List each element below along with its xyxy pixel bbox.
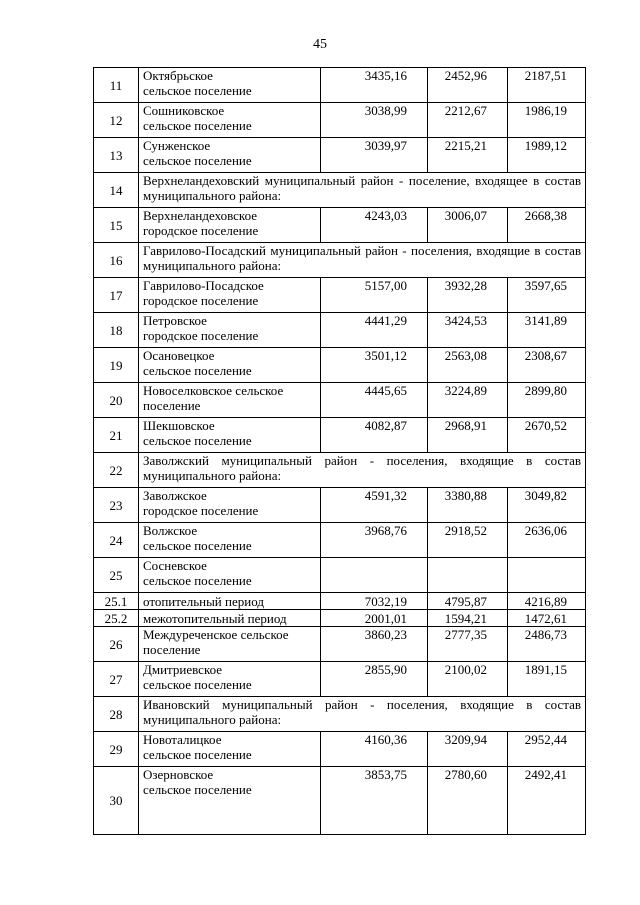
row-number: 30 [94, 767, 139, 835]
district-heading: Гаврилово-Посадский муниципальный район - поселения, входящие в состав муниципального района: [139, 243, 586, 278]
settlement-name-line: Новоселковское сельское [143, 383, 284, 398]
tariff-value-3: 1986,19 [508, 103, 586, 138]
row-number: 26 [94, 627, 139, 662]
tariff-value-3: 1989,12 [508, 138, 586, 173]
tariff-value-3: 1891,15 [508, 662, 586, 697]
district-heading: Ивановский муниципальный район - поселения, входящие в состав муниципального района: [139, 697, 586, 732]
tariff-value-1: 4441,29 [321, 313, 428, 348]
settlement-name-line: Верхнеландеховское [143, 208, 258, 223]
table-row [94, 697, 586, 732]
settlement-name-line: Петровское [143, 313, 207, 328]
row-number: 25.1 [94, 593, 139, 610]
tariff-value-2: 3006,07 [428, 208, 508, 243]
settlement-name [139, 593, 321, 610]
tariff-value-2: 3932,28 [428, 278, 508, 313]
tariff-value-2: 3424,53 [428, 313, 508, 348]
tariff-value-2: 2100,02 [428, 662, 508, 697]
settlement-name-line: отопительный период [143, 593, 264, 609]
row-number: 25 [94, 558, 139, 593]
tariff-value-2: 3209,94 [428, 732, 508, 767]
settlement-name [139, 732, 321, 767]
tariff-value-3: 2187,51 [508, 68, 586, 103]
tariff-value-3: 2486,73 [508, 627, 586, 662]
tariff-value-1: 4082,87 [321, 418, 428, 453]
table-row [94, 103, 586, 138]
row-number: 25.2 [94, 610, 139, 627]
tariff-value-1: 2855,90 [321, 662, 428, 697]
settlement-name-line: сельское поселение [143, 573, 252, 588]
table-row [94, 383, 586, 418]
settlement-name [139, 767, 321, 835]
tariff-value-1: 3860,23 [321, 627, 428, 662]
settlement-name-line: городское поселение [143, 503, 259, 518]
tariff-value-2: 2918,52 [428, 523, 508, 558]
settlement-name-line: Новоталицкое [143, 732, 222, 747]
tariff-value-3: 2670,52 [508, 418, 586, 453]
row-number: 17 [94, 278, 139, 313]
settlement-name [139, 627, 321, 662]
tariff-value-2: 2452,96 [428, 68, 508, 103]
table-row [94, 732, 586, 767]
table-row [94, 488, 586, 523]
settlement-name-line: Сунженское [143, 138, 211, 153]
row-number: 21 [94, 418, 139, 453]
tariff-value-3: 2668,38 [508, 208, 586, 243]
district-heading: Заволжский муниципальный район - поселения, входящие в состав муниципального района: [139, 453, 586, 488]
table-row [94, 138, 586, 173]
settlement-name [139, 138, 321, 173]
table-row [94, 662, 586, 697]
tariff-value-3: 2492,41 [508, 767, 586, 835]
settlement-name [139, 418, 321, 453]
tariff-value-3 [508, 558, 586, 593]
settlement-name-line: Озерновское [143, 767, 214, 782]
tariff-value-1: 3039,97 [321, 138, 428, 173]
table-row [94, 173, 586, 208]
settlement-name-line: сельское поселение [143, 677, 252, 692]
table-row [94, 418, 586, 453]
tariff-value-2 [428, 558, 508, 593]
settlement-name-line: сельское поселение [143, 538, 252, 553]
tariff-value-1: 3968,76 [321, 523, 428, 558]
tariff-value-1: 3038,99 [321, 103, 428, 138]
tariff-table [93, 67, 586, 835]
district-heading: Верхнеландеховский муниципальный район - поселение, входящее в состав муниципального района: [139, 173, 586, 208]
tariff-value-1: 4445,65 [321, 383, 428, 418]
settlement-name-line: Октябрьское [143, 68, 213, 83]
row-number: 16 [94, 243, 139, 278]
settlement-name-line: сельское поселение [143, 747, 252, 762]
settlement-name [139, 383, 321, 418]
settlement-name-line: сельское поселение [143, 782, 252, 797]
tariff-value-2: 2968,91 [428, 418, 508, 453]
table-row [94, 208, 586, 243]
table-row [94, 523, 586, 558]
table-row [94, 558, 586, 593]
settlement-name-line: поселение [143, 642, 201, 657]
row-number: 14 [94, 173, 139, 208]
table-row [94, 313, 586, 348]
settlement-name-line: межотопительный период [143, 610, 287, 626]
settlement-name [139, 103, 321, 138]
tariff-value-2: 2212,67 [428, 103, 508, 138]
table-row [94, 610, 586, 627]
settlement-name-line: Волжское [143, 523, 198, 538]
settlement-name-line: сельское поселение [143, 433, 252, 448]
table-row [94, 68, 586, 103]
settlement-name-line: городское поселение [143, 328, 259, 343]
table-row [94, 593, 586, 610]
row-number: 23 [94, 488, 139, 523]
settlement-name-line: сельское поселение [143, 363, 252, 378]
settlement-name [139, 208, 321, 243]
table-row [94, 453, 586, 488]
settlement-name-line: городское поселение [143, 223, 259, 238]
tariff-value-2: 3380,88 [428, 488, 508, 523]
settlement-name-line: сельское поселение [143, 118, 252, 133]
settlement-name-line: Заволжское [143, 488, 207, 503]
settlement-name [139, 313, 321, 348]
settlement-name [139, 278, 321, 313]
page-number: 45 [313, 37, 327, 52]
tariff-value-3: 3597,65 [508, 278, 586, 313]
settlement-name [139, 348, 321, 383]
tariff-value-2: 2563,08 [428, 348, 508, 383]
settlement-name [139, 523, 321, 558]
tariff-value-2: 2780,60 [428, 767, 508, 835]
row-number: 20 [94, 383, 139, 418]
settlement-name-line: Сосневское [143, 558, 207, 573]
tariff-value-3: 1472,61 [508, 610, 586, 627]
tariff-value-3: 2899,80 [508, 383, 586, 418]
settlement-name-line: Дмитриевское [143, 662, 223, 677]
settlement-name [139, 68, 321, 103]
settlement-name-line: сельское поселение [143, 83, 252, 98]
settlement-name-line: Гаврилово-Посадское [143, 278, 264, 293]
tariff-value-2: 4795,87 [428, 593, 508, 610]
tariff-value-2: 2215,21 [428, 138, 508, 173]
settlement-name-line: сельское поселение [143, 153, 252, 168]
row-number: 24 [94, 523, 139, 558]
tariff-value-3: 2308,67 [508, 348, 586, 383]
tariff-value-1 [321, 558, 428, 593]
row-number: 22 [94, 453, 139, 488]
settlement-name-line: Осановецкое [143, 348, 215, 363]
tariff-value-1: 3501,12 [321, 348, 428, 383]
tariff-value-2: 3224,89 [428, 383, 508, 418]
tariff-value-3: 3141,89 [508, 313, 586, 348]
settlement-name [139, 488, 321, 523]
settlement-name-line: Сошниковское [143, 103, 225, 118]
row-number: 19 [94, 348, 139, 383]
tariff-value-1: 3435,16 [321, 68, 428, 103]
row-number: 13 [94, 138, 139, 173]
row-number: 28 [94, 697, 139, 732]
table-row [94, 627, 586, 662]
table-row [94, 348, 586, 383]
tariff-value-1: 4160,36 [321, 732, 428, 767]
tariff-value-2: 1594,21 [428, 610, 508, 627]
row-number: 18 [94, 313, 139, 348]
row-number: 12 [94, 103, 139, 138]
table-row [94, 767, 586, 835]
tariff-value-3: 2636,06 [508, 523, 586, 558]
settlement-name-line: городское поселение [143, 293, 259, 308]
tariff-value-3: 2952,44 [508, 732, 586, 767]
row-number: 27 [94, 662, 139, 697]
tariff-value-3: 4216,89 [508, 593, 586, 610]
settlement-name-line: поселение [143, 398, 201, 413]
settlement-name [139, 558, 321, 593]
tariff-value-1: 5157,00 [321, 278, 428, 313]
table-row [94, 278, 586, 313]
table-row [94, 243, 586, 278]
settlement-name [139, 610, 321, 627]
settlement-name-line: Междуреченское сельское [143, 627, 289, 642]
tariff-value-1: 4591,32 [321, 488, 428, 523]
row-number: 29 [94, 732, 139, 767]
tariff-value-1: 7032,19 [321, 593, 428, 610]
tariff-value-1: 4243,03 [321, 208, 428, 243]
tariff-value-1: 3853,75 [321, 767, 428, 835]
settlement-name-line: Шекшовское [143, 418, 215, 433]
tariff-value-1: 2001,01 [321, 610, 428, 627]
row-number: 15 [94, 208, 139, 243]
row-number: 11 [94, 68, 139, 103]
tariff-value-3: 3049,82 [508, 488, 586, 523]
settlement-name [139, 662, 321, 697]
tariff-value-2: 2777,35 [428, 627, 508, 662]
